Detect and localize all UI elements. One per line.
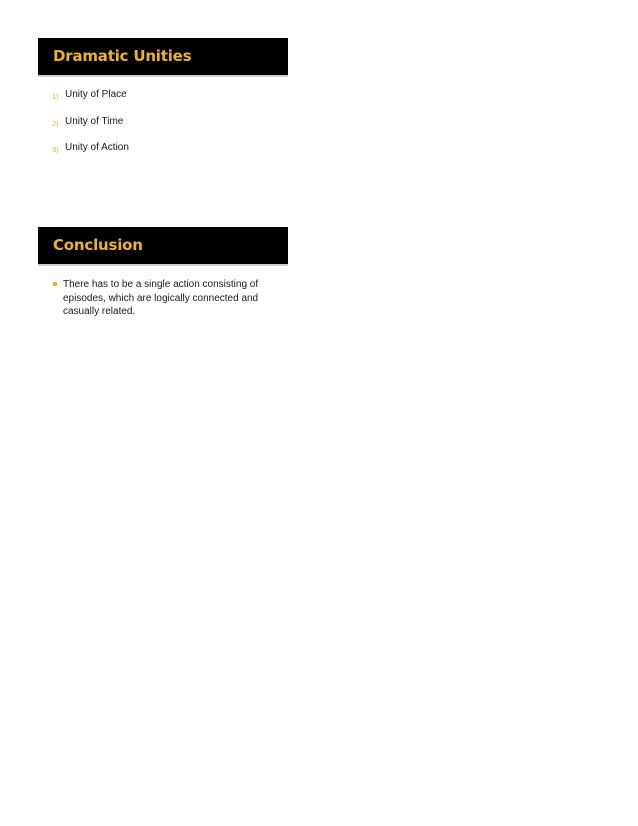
square-bullet-icon: [53, 282, 57, 286]
list-number: 3): [52, 145, 59, 154]
list-item: [52, 278, 284, 319]
slide-conclusion: [38, 227, 288, 407]
list-item-text: Unity of Place: [65, 89, 127, 100]
list-item-text: Unity of Time: [65, 115, 124, 127]
slide-title: Conclusion: [53, 236, 143, 254]
slide-title: Dramatic Unities: [53, 47, 192, 65]
slide-title-bar: [38, 227, 288, 266]
bullet-list: [52, 278, 284, 319]
slide-title-bar: [38, 38, 288, 77]
list-item-text: Unity of Action: [65, 142, 129, 153]
list-number: 2): [52, 118, 59, 128]
slide-dramatic-unities: [38, 38, 288, 218]
list-item-text: There has to be a single action consisting of episodes, which are logically connected and casually related.: [63, 279, 259, 317]
list-number: 1): [52, 92, 59, 101]
